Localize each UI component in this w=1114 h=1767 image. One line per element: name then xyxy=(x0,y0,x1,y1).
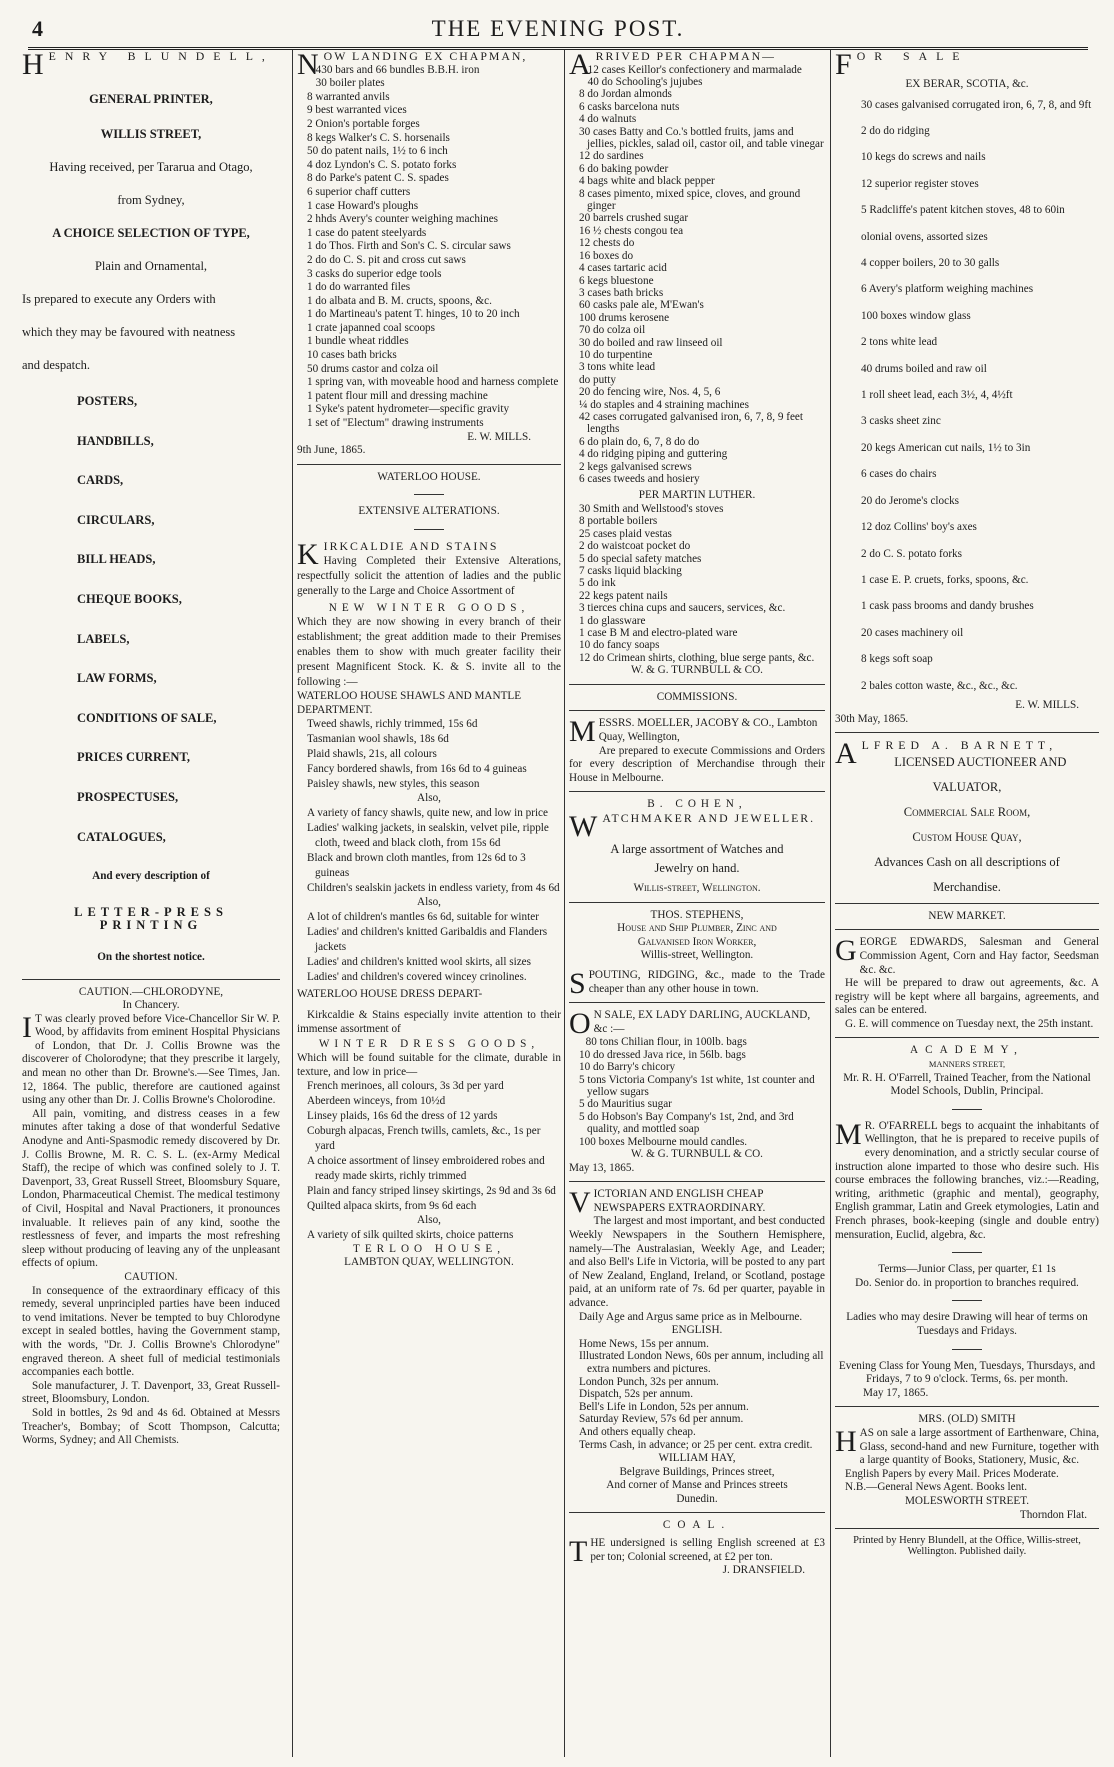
list-item: 1 do do warranted files xyxy=(307,281,411,294)
dress-heading: WATERLOO HOUSE DRESS DEPART- xyxy=(297,987,483,1000)
list-item: 1 case do patent steelyards xyxy=(307,226,427,239)
list-item: POSTERS, xyxy=(77,394,138,408)
smith-para-2: English Papers by every Mail. Prices Moderate. xyxy=(845,1467,1059,1480)
list-item: Ladies' and children's knitted wool skirts, all sizes xyxy=(307,955,532,968)
list-item: 8 portable boilers xyxy=(579,515,658,528)
list-item: 100 boxes Melbourne mould candles. xyxy=(579,1135,748,1148)
list-item: 6 superior chaff cutters xyxy=(307,185,411,198)
list-item: 6 cases do chairs xyxy=(861,468,937,481)
watch-line-1: A large assortment of Watches and xyxy=(610,842,784,857)
list-item: 20 barrels crushed sugar xyxy=(579,212,689,225)
victorian-heading: VICTORIAN AND ENGLISH CHEAP NEWSPAPERS EXTRAORDINARY. xyxy=(569,1186,766,1220)
cohen-name: B. COHEN, xyxy=(647,798,747,811)
list-item: Plaid shawls, 21s, all colours xyxy=(307,748,437,761)
list-item: Black and brown cloth mantles, from 12s 6d to 3 guineas xyxy=(307,851,526,879)
list-item: 4 do walnuts xyxy=(579,113,637,126)
printer-intro-2: from Sydney, xyxy=(117,193,185,207)
on-sale-list xyxy=(569,1036,825,1148)
list-item: 3 tons white lead xyxy=(579,361,656,374)
list-item: 4 cases tartaric acid xyxy=(579,262,667,275)
stephens-line-1: House and Ship Plumber, Zinc and xyxy=(617,922,777,935)
list-item: 40 do Schooling's jujubes xyxy=(587,76,703,88)
winter-dress-goods: WINTER DRESS GOODS, xyxy=(318,1038,540,1051)
for-sale-list xyxy=(835,92,1099,699)
divider xyxy=(835,1528,1099,1529)
divider xyxy=(569,1181,825,1182)
barnett-line-3: Commercial Sale Room, xyxy=(903,804,1031,819)
list-item: 5 tons Victoria Company's 1st white, 1st counter and yellow sugars xyxy=(579,1073,815,1098)
list-item: Paisley shawls, new styles, this season xyxy=(307,778,480,791)
list-item: 30 Smith and Wellstood's stoves xyxy=(579,503,724,515)
list-item: 1 Syke's patent hydrometer—specific gravity xyxy=(307,403,510,416)
smith-name: MRS. (OLD) SMITH xyxy=(918,1413,1016,1426)
list-item: 4 doz Lyndon's C. S. potato forks xyxy=(307,158,457,171)
list-item: Bell's Life in London, 52s per annum. xyxy=(579,1400,749,1413)
list-item: 430 bars and 66 bundles B.B.H. iron xyxy=(315,63,480,76)
landing-list xyxy=(297,64,561,431)
barnett-heading: ALFRED A. BARNETT, xyxy=(835,737,1058,771)
caution-heading: CAUTION. xyxy=(124,1270,178,1283)
hay-line-3: Dunedin. xyxy=(676,1492,718,1505)
new-market: NEW MARKET. xyxy=(928,909,1006,922)
watchmaker-heading: WATCHMAKER AND JEWELLER. xyxy=(569,810,816,844)
for-sale-date: 30th May, 1865. xyxy=(835,712,909,725)
list-item: 2 do C. S. potato forks xyxy=(861,547,962,560)
list-item: A variety of fancy shawls, quite new, and low in price xyxy=(307,806,548,819)
list-item: 10 kegs do screws and nails xyxy=(861,151,986,164)
list-item: 3 cases bath bricks xyxy=(579,286,664,299)
list-item: 1 crate japanned coal scoops xyxy=(307,321,435,334)
list-item: 10 do turpentine xyxy=(579,348,653,361)
printer-street: WILLIS STREET, xyxy=(100,127,202,141)
list-item: 1 case Howard's ploughs xyxy=(307,199,419,212)
extensive-alterations: EXTENSIVE ALTERATIONS. xyxy=(358,505,500,518)
list-item: 6 kegs bluestone xyxy=(579,274,654,287)
newspaper-title: THE EVENING POST. xyxy=(431,16,685,41)
smith-flat: Thorndon Flat. xyxy=(1019,1508,1087,1521)
divider xyxy=(835,903,1099,904)
list-item: 50 drums castor and colza oil xyxy=(307,362,439,375)
divider xyxy=(569,1002,825,1003)
list-item: 10 do dressed Java rice, in 56lb. bags xyxy=(579,1048,746,1061)
list-item: 30 cases galvanised corrugated iron, 6, 7, 8, and 9ft xyxy=(861,98,1092,111)
list-item: 25 cases plaid vestas xyxy=(579,527,672,540)
watch-line-2: Jewelry on hand. xyxy=(654,861,740,876)
ladies-drawing: Ladies who may desire Drawing will hear of terms on Tuesdays and Fridays. xyxy=(846,1311,1088,1337)
stephens-line-3: Willis-street, Wellington. xyxy=(640,949,754,962)
list-item: ¼ do staples and 4 straining machines xyxy=(579,398,749,411)
list-item: 6 do plain do, 6, 7, 8 do do xyxy=(579,435,700,448)
list-item: 1 do Martineau's patent T. hinges, 10 to 20 inch xyxy=(307,308,520,321)
terms-line-1: Terms—Junior Class, per quarter, £1 1s xyxy=(878,1263,1056,1276)
list-item: 100 drums kerosene xyxy=(579,311,670,324)
moeller-para: Are prepared to execute Commissions and Orders for every description of Merchandise through their House in Melbourne. xyxy=(569,744,825,784)
divider xyxy=(835,1406,1099,1407)
barnett-line-4: Custom House Quay, xyxy=(912,829,1022,844)
list-item: 1 roll sheet lead, each 3½, 4, 4½ft xyxy=(861,389,1013,402)
imprint: Printed by Henry Blundell, at the Office, Willis-street, Wellington. Published daily. xyxy=(853,1535,1081,1558)
list-item: 8 warranted anvils xyxy=(307,90,390,103)
list-item: 12 do sardines xyxy=(579,150,644,163)
list-item: Quilted alpaca skirts, from 9s 6d each xyxy=(307,1200,477,1213)
printer-role: GENERAL PRINTER, xyxy=(89,92,213,106)
divider xyxy=(569,684,825,685)
short-rule xyxy=(414,529,444,530)
list-item: A choice assortment of linsey embroidered robes and ready made skirts, richly trimmed xyxy=(307,1155,545,1183)
academy-street: MANNERS STREET, xyxy=(928,1059,1006,1070)
shortest-notice: On the shortest notice. xyxy=(97,950,205,963)
also-label: Also, xyxy=(417,895,441,908)
list-item: 3 casks do superior edge tools xyxy=(307,267,442,280)
list-item: 2 Onion's portable forges xyxy=(307,117,420,130)
chancery: In Chancery. xyxy=(122,999,180,1012)
waterloo-address: LAMBTON QUAY, WELLINGTON. xyxy=(344,1256,514,1269)
list-item: And others equally cheap. xyxy=(579,1425,696,1438)
hay-line-1: Belgrave Buildings, Princes street, xyxy=(619,1465,775,1478)
also-label: Also, xyxy=(417,792,441,805)
print-services-list xyxy=(22,395,280,844)
barnett-line-6: Merchandise. xyxy=(933,879,1001,894)
list-item: 1 do Thos. Firth and Son's C. S. circular saws xyxy=(307,240,511,253)
also-label: Also, xyxy=(417,1214,441,1227)
list-item: 5 Radcliffe's patent kitchen stoves, 48 to 60in xyxy=(861,204,1065,217)
list-item: 8 cases pimento, mixed spice, cloves, and ground ginger xyxy=(579,187,801,213)
george-para-1: GEORGE EDWARDS, Salesman and General Commission Agent, Corn and Hay factor, Seedsman &c. &c. xyxy=(835,934,1099,976)
list-item: 1 patent flour mill and dressing machine xyxy=(307,389,488,402)
barnett-line-2: VALUATOR, xyxy=(932,779,1002,794)
stephens-name: THOS. STEPHENS, xyxy=(650,908,744,921)
blundell-heading: HENRY BLUNDELL, xyxy=(22,50,274,81)
list-item: Dispatch, 52s per annum. xyxy=(579,1388,694,1401)
prepared-line-2: which they may be favoured with neatness xyxy=(22,325,236,339)
dress-list-2 xyxy=(297,1228,561,1243)
prepared-line-3: and despatch. xyxy=(22,358,91,372)
list-item: 8 kegs soft soap xyxy=(861,653,933,666)
list-item: A variety of silk quilted skirts, choice patterns xyxy=(307,1228,514,1241)
list-item: BILL HEADS, xyxy=(77,552,156,567)
list-item: 20 kegs American cut nails, 1½ to 3in xyxy=(861,441,1031,454)
list-item: 6 Avery's platform weighing machines xyxy=(861,283,1034,296)
list-item: 1 set of "Electum" drawing instruments xyxy=(307,417,484,430)
list-item: 2 do do C. S. pit and cross cut saws xyxy=(307,253,466,266)
short-rule xyxy=(952,1349,982,1350)
prepared-line-1: Is prepared to execute any Orders with xyxy=(22,292,216,306)
list-item: LAW FORMS, xyxy=(77,671,157,686)
masthead xyxy=(28,14,1088,46)
list-item: do putty xyxy=(579,373,616,386)
list-item: 30 boiler plates xyxy=(315,77,385,90)
short-rule xyxy=(952,1300,982,1301)
spouting-para: SPOUTING, RIDGING, &c., made to the Trade cheaper than any other house in town. xyxy=(569,967,825,1000)
chlorodyne-para-1: I T was clearly proved before Vice-Chancellor Sir W. P. Wood, by affidavits from eminent Hospital Physicians of London, that Dr. J. Collis Browne was the discoverer of Cholorodyne; that they prescribe it largely, and mean no other than Dr. Browne's.—See Times, Jan. 12, 1864. The public, therefore are cautioned against using any other than Dr. J. Collis Browne's Cholorodine. xyxy=(22,1010,280,1107)
list-item: 1 cask pass brooms and dandy brushes xyxy=(861,600,1034,613)
list-item: 8 do Jordan almonds xyxy=(579,88,672,101)
list-item: 12 do Crimean shirts, clothing, blue serge pants, &c. xyxy=(579,651,815,664)
chlorodyne-para-4: Sole manufacturer, J. T. Davenport, 33, Great Russell-street, Bloomsbury, London. xyxy=(22,1379,280,1406)
list-item: 9 best warranted vices xyxy=(307,104,407,117)
list-item: 5 do ink xyxy=(579,577,616,590)
divider xyxy=(835,1037,1099,1038)
list-item: 12 doz Collins' boy's axes xyxy=(861,521,977,534)
list-item: PROSPECTUSES, xyxy=(77,789,179,804)
list-item: HANDBILLS, xyxy=(77,433,154,448)
list-item: 8 kegs Walker's C. S. horsenails xyxy=(307,131,450,144)
short-rule xyxy=(952,1109,982,1110)
list-item: 42 cases corrugated galvanised iron, 6, 7, 8, 9 feet lengths xyxy=(579,410,803,436)
commissions-heading: COMMISSIONS. xyxy=(656,690,738,703)
landing-signer: E. W. MILLS. xyxy=(467,430,531,443)
list-item: 2 bales cotton waste, &c., &c., &c. xyxy=(861,679,1018,692)
list-item: 2 hhds Avery's counter weighing machines xyxy=(307,213,499,226)
printer-intro: Having received, per Tararua and Otago, xyxy=(49,160,253,174)
academy-heading: ACADEMY, xyxy=(910,1044,1024,1057)
luther-heading: PER MARTIN LUTHER. xyxy=(638,489,756,502)
waterloo-house: WATERLOO HOUSE. xyxy=(377,470,481,483)
academy-date: May 17, 1865. xyxy=(863,1386,929,1399)
list-item: 20 do Jerome's clocks xyxy=(861,494,960,507)
list-item: Home News, 15s per annum. xyxy=(579,1337,709,1350)
list-item: 30 cases Batty and Co.'s bottled fruits, jams and jellies, pickles, salad oil, castor oil, and table vinegar xyxy=(579,125,824,151)
list-item: 5 do special safety matches xyxy=(579,552,702,565)
divider xyxy=(569,1512,825,1513)
list-item: 6 casks barcelona nuts xyxy=(579,100,680,113)
list-item: 30 do boiled and raw linseed oil xyxy=(579,336,723,349)
type-plain: Plain and Ornamental, xyxy=(94,259,208,273)
new-winter-goods: NEW WINTER GOODS, xyxy=(328,601,530,614)
list-item: 4 copper boilers, 20 to 30 galls xyxy=(861,257,1000,270)
list-item: CHEQUE BOOKS, xyxy=(77,591,182,606)
for-sale-heading: FOR SALE xyxy=(835,50,969,81)
english-heading: ENGLISH. xyxy=(671,1324,723,1337)
dress-para-1: Kirkcaldie & Stains especially invite attention to their immense assortment of xyxy=(297,1009,561,1035)
list-item: 10 do fancy soaps xyxy=(579,639,660,652)
list-item: 100 boxes window glass xyxy=(861,309,971,322)
list-item: 16 boxes do xyxy=(579,249,634,262)
list-item: olonial ovens, assorted sizes xyxy=(861,230,988,243)
kirkcaldie-heading: KIRKCALDIE AND STAINS xyxy=(297,538,499,571)
luther-list xyxy=(569,503,825,664)
watch-address: Willis-street, Wellington. xyxy=(633,882,761,895)
list-item: Linsey plaids, 16s 6d the dress of 12 yards xyxy=(307,1110,498,1123)
divider xyxy=(835,732,1099,733)
victorian-terms: Terms Cash, in advance; or 25 per cent. extra credit. xyxy=(579,1438,813,1451)
list-item: 1 case B M and electro-plated ware xyxy=(579,627,738,640)
divider xyxy=(297,464,561,465)
list-item: CATALOGUES, xyxy=(77,829,166,844)
list-item: 20 cases machinery oil xyxy=(861,626,964,639)
list-item: Ladies' and children's covered wincey crinolines. xyxy=(307,970,527,983)
landing-date: 9th June, 1865. xyxy=(297,444,366,457)
list-item: 5 do Mauritius sugar xyxy=(579,1098,672,1111)
every-description: And every description of xyxy=(92,870,210,883)
list-item: Illustrated London News, 60s per annum, including all extra numbers and pictures. xyxy=(579,1350,824,1375)
list-item: French merinoes, all colours, 3s 3d per yard xyxy=(307,1080,504,1093)
hay-line-2: And corner of Manse and Princes streets xyxy=(606,1479,788,1492)
list-item: 12 chests do xyxy=(579,237,635,250)
list-item: 3 tierces china cups and saucers, services, &c. xyxy=(579,602,786,615)
waterloo-footer: TERLOO HOUSE, xyxy=(352,1242,505,1255)
list-item: 6 cases tweeds and hosiery xyxy=(579,473,700,485)
type-selection: A CHOICE SELECTION OF TYPE, xyxy=(52,226,250,240)
list-item: Fancy bordered shawls, from 16s 6d to 4 guineas xyxy=(307,763,527,776)
divider xyxy=(569,710,825,711)
divider xyxy=(835,929,1099,930)
list-item: Children's sealskin jackets in endless variety, from 4s 6d xyxy=(307,881,560,894)
list-item: 1 spring van, with moveable hood and harness complete xyxy=(307,376,559,389)
list-item: 12 superior register stoves xyxy=(861,177,979,190)
list-item: Saturday Review, 57s 6d per annum. xyxy=(579,1413,744,1426)
list-item: CONDITIONS OF SALE, xyxy=(77,710,217,725)
list-item: 50 do patent nails, 1½ to 6 inch xyxy=(307,145,448,158)
george-para-3: G. E. will commence on Tuesday next, the 25th instant. xyxy=(845,1017,1094,1030)
list-item: London Punch, 32s per annum. xyxy=(579,1375,719,1388)
shawls-list-2 xyxy=(297,806,561,896)
shawls-list-3 xyxy=(297,910,561,985)
list-item: 70 do colza oil xyxy=(579,324,646,337)
list-item: CIRCULARS, xyxy=(77,512,155,527)
list-item: 6 do baking powder xyxy=(579,162,669,175)
shawls-heading: WATERLOO HOUSE SHAWLS AND MANTLE DEPARTMENT. xyxy=(297,690,522,716)
george-para-2: He will be prepared to draw out agreements, &c. A registry will be kept where all bargains, agreements, and sales can be entered. xyxy=(835,977,1099,1017)
coal-para: THE undersigned is selling English screened at £3 per ton; Colonial screened, at £2 per ton. xyxy=(569,1535,825,1569)
list-item: 12 cases Keillor's confectionery and marmalade xyxy=(587,63,802,76)
list-item: 2 kegs galvanised screws xyxy=(579,460,692,473)
divider xyxy=(569,791,825,792)
list-item: 1 case E. P. cruets, forks, spoons, &c. xyxy=(861,573,1029,586)
list-item: 2 do waistcoat pocket do xyxy=(579,540,691,553)
list-item: 5 do Hobson's Bay Company's 1st, 2nd, and 3rd quality, and mottled soap xyxy=(579,1110,794,1136)
on-sale-heading: O N SALE, EX LADY DARLING, AUCKLAND, &c :— xyxy=(569,1007,811,1041)
chlorodyne-para-3: In consequence of the extraordinary efficacy of this remedy, several unprincipled parties have been induced to vend imitations. Never be tempted to buy Chlorodyne except in sealed bottles, having the Government stamp, with the words, "Dr. J. Collis Browne's Chlorodyne" engraved thereon. A sheet full of medicial testimonials accompanies each bottle. xyxy=(22,1284,280,1379)
list-item: CARDS, xyxy=(77,473,124,488)
list-item: Coburgh alpacas, French twills, camlets, &c., 1s per yard xyxy=(307,1125,541,1153)
smith-para-3: N.B.—General News Agent. Books lent. xyxy=(845,1481,1028,1494)
chlorodyne-title: CAUTION.—CHLORODYNE, xyxy=(78,985,224,998)
hay-name: WILLIAM HAY, xyxy=(658,1452,736,1465)
short-rule xyxy=(952,1252,982,1253)
evening-class: Evening Class for Young Men, Tuesdays, Thursdays, and Fridays, 7 to 9 o'clock. Terms, 6s. per month. xyxy=(838,1359,1096,1386)
list-item: 2 do do ridging xyxy=(861,125,930,137)
column-1 xyxy=(22,50,280,1757)
column-4 xyxy=(830,50,1099,1757)
list-item: 10 do Barry's chicory xyxy=(579,1061,676,1074)
list-item: A lot of children's mantles 6s 6d, suitable for winter xyxy=(307,910,539,923)
list-item: 80 tons Chilian flour, in 100lb. bags xyxy=(585,1036,747,1049)
stephens-line-2: Galvanised Iron Worker, xyxy=(637,935,757,948)
kirkcaldie-para-2: Which they are now showing in every branch of their establishment; the great addition made to their Premises enables them to show with much greater facility their present Magnificent Stock. K. & S. invite all to the following :— xyxy=(297,616,561,689)
barnett-line-1: LICENSED AUCTIONEER AND xyxy=(894,754,1067,769)
list-item: Ladies' walking jackets, in sealskin, velvet pile, ripple cloth, tweed and black cloth, from 15s 6d xyxy=(307,821,549,849)
list-item: 3 casks sheet zinc xyxy=(861,415,941,428)
smith-para-1: HAS on sale a large assortment of Earthenware, China, Glass, second-hand and new Furniture, together with a large quantity of Books, Stationery, Music, &c. xyxy=(835,1424,1099,1467)
list-item: 60 casks pale ale, M'Ewan's xyxy=(579,299,704,312)
victorian-para-2: Daily Age and Argus same price as in Melbourne. xyxy=(579,1310,803,1323)
list-item: Ladies' and children's knitted Garibaldis and Flanders jackets xyxy=(307,925,548,953)
turnbull-signer: W. & G. TURNBULL & CO. xyxy=(631,664,763,677)
dress-list xyxy=(297,1079,561,1214)
list-item: Tasmanian wool shawls, 18s 6d xyxy=(307,733,449,746)
landing-heading: NOW LANDING EX CHAPMAN, xyxy=(297,50,528,81)
list-item: 20 do fencing wire, Nos. 4, 5, 6 xyxy=(579,386,721,399)
chlorodyne-para-2: All pain, vomiting, and distress ceases in a few minutes after taking a dose of that wonderful Sedative Anodyne and Anti-Spasmodic remedy discovered by Dr. J. Collis Browne, M. R. C. S. L. (ex-Army Medical Staff), the recipe of which was confined solely to J. T. Davenport, 33, Great Russell Street, Bloomsbury Square, London, Pharmaceutical Chemist. The medical testimony of Civil, Hospital and Naval Practioners, it pronounces invaluable. It relieves pain of any kind, soothe the restlessness of fever, and imparts the most refreshing sleep without producing of leaving any of the unpleasant effects of opium. xyxy=(22,1107,280,1270)
list-item: 4 do ridging piping and guttering xyxy=(579,448,728,461)
arrived-list xyxy=(569,64,825,486)
list-item: 8 do Parke's patent C. S. spades xyxy=(307,172,449,185)
list-item: Plain and fancy striped linsey skirtings, 2s 9d and 3s 6d xyxy=(307,1185,556,1198)
smith-street: MOLESWORTH STREET. xyxy=(904,1494,1030,1507)
arrived-heading: ARRIVED PER CHAPMAN— xyxy=(569,50,776,81)
letterpress-printing: LETTER-PRESS PRINTING xyxy=(74,904,228,933)
list-item: 4 bags white and black pepper xyxy=(579,175,715,188)
column-2 xyxy=(292,50,561,1757)
ofarrell-para: M R. O'FARRELL begs to acquaint the inhabitants of Wellington, that he is prepared to receive pupils of every denomination, and a strictly secular course of instruction alone imparted to those who desire such. His course embraces the following branches, viz.:—Reading, writing, arithmetic (graphic and mental), geography, English grammar, Latin and Greek etymologies, Latin and French phrases, book-keeping (single and double entry) mensuration, Euclid, algebra, &c. xyxy=(835,1117,1099,1241)
terms-line-2: Do. Senior do. in proportion to branches required. xyxy=(855,1276,1079,1289)
divider xyxy=(569,902,825,903)
divider xyxy=(22,979,280,980)
list-item: 7 casks liquid blacking xyxy=(579,565,682,578)
list-item: 1 do glassware xyxy=(579,614,646,627)
list-item: 1 do albata and B. M. cructs, spoons, &c. xyxy=(307,294,492,307)
list-item: 22 kegs patent nails xyxy=(579,589,668,602)
chlorodyne-para-5: Sold in bottles, 2s 9d and 4s 6d. Obtained at Messrs Treacher's, Bombay; of Scott Thompson, Calcutta; Worms, Sydney; and All Chemists. xyxy=(22,1406,280,1447)
english-list xyxy=(569,1338,825,1439)
turnbull-signer-2: W. & G. TURNBULL & CO. xyxy=(631,1148,763,1161)
list-item: 1 bundle wheat riddles xyxy=(307,335,409,348)
on-sale-date: May 13, 1865. xyxy=(569,1161,635,1174)
list-item: 40 drums boiled and raw oil xyxy=(861,362,987,375)
moeller-heading: MESSRS. MOELLER, JACOBY & CO., Lambton Quay, Wellington, xyxy=(569,715,818,749)
shawls-list xyxy=(297,717,561,792)
list-item: 10 cases bath bricks xyxy=(307,349,397,362)
academy-principal: Mr. R. H. O'Farrell, Trained Teacher, from the National Model Schools, Dublin, Principal. xyxy=(843,1071,1091,1098)
victorian-para-1: The largest and most important, and best conducted Weekly Newspapers in the Southern Hemisphere, namely—The Australasian, Weekly Age, and Leader; and also Bell's Life in Victoria, will be posted to any part of New Zealand, England, Ireland, or Scotland, postage paid, at an uniform rate of 7s. 6d per quarter, payable in advance. xyxy=(569,1215,825,1309)
list-item: LABELS, xyxy=(77,631,130,646)
barnett-line-5: Advances Cash on all descriptions of xyxy=(874,854,1060,869)
for-sale-signer: E. W. MILLS. xyxy=(1015,698,1079,711)
kirkcaldie-para-1: Having Completed their Extensive Alterations, respectfully solicit the attention of ladies and the public generally to the Large and Choice Assortment of xyxy=(297,554,561,597)
dress-para-2: Which will be found suitable for the climate, durable in texture, and low in price— xyxy=(297,1051,561,1078)
coal-heading: COAL. xyxy=(662,1519,732,1532)
for-sale-sub: EX BERAR, SCOTIA, &c. xyxy=(905,78,1029,90)
list-item: Aberdeen winceys, from 10½d xyxy=(307,1095,446,1108)
list-item: Tweed shawls, richly trimmed, 15s 6d xyxy=(307,718,478,731)
column-3 xyxy=(564,50,825,1757)
list-item: 2 tons white lead xyxy=(861,336,938,349)
short-rule xyxy=(414,494,444,495)
page-number: 4 xyxy=(32,16,43,41)
list-item: PRICES CURRENT, xyxy=(77,750,190,765)
list-item: 16 ½ chests congou tea xyxy=(579,224,684,237)
coal-signer: J. DRANSFIELD. xyxy=(722,1564,805,1577)
